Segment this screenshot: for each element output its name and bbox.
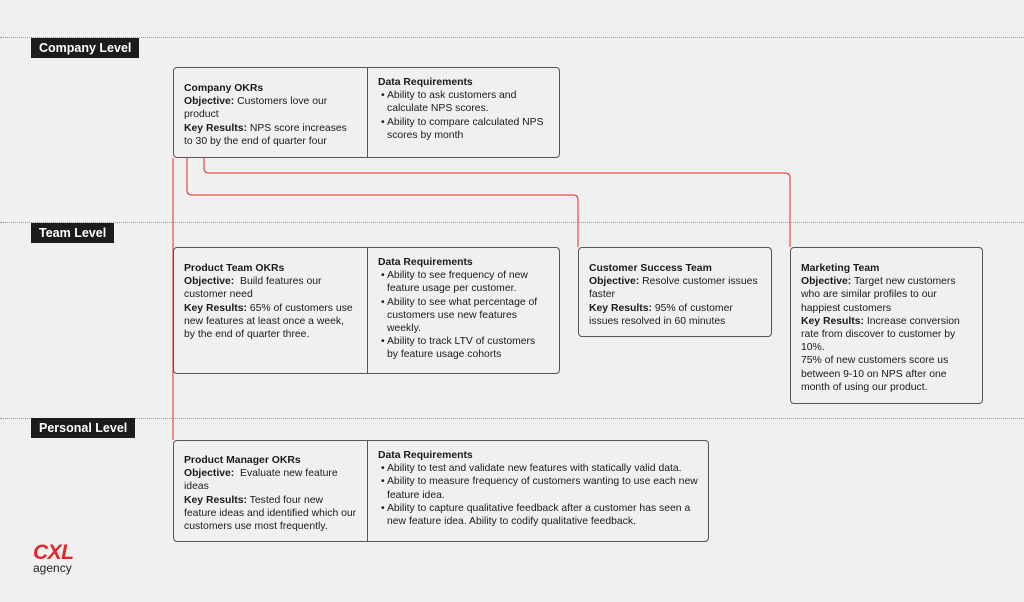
key-results-label: Key Results: xyxy=(801,315,864,327)
logo-subtitle: agency xyxy=(33,561,72,575)
objective-text: Customers love our product xyxy=(184,96,328,121)
connector-company-to-customer-success xyxy=(187,158,578,247)
company-okrs-objective xyxy=(184,95,357,121)
key-results-text: Increase conversion rate from discover to customer by 10%. xyxy=(801,315,960,354)
product-team-key-results xyxy=(184,302,357,342)
key-results-label: Key Results: xyxy=(184,122,247,134)
product-manager-okrs-pane xyxy=(174,441,367,541)
marketing-objective xyxy=(801,275,972,315)
company-level-tag: Company Level xyxy=(31,38,139,58)
objective-text: Evaluate new feature ideas xyxy=(184,468,338,493)
product-manager-data-requirements-pane xyxy=(367,441,708,541)
requirement-item: • Ability to test and validate new features with statically valid data. xyxy=(378,462,698,475)
marketing-team-card xyxy=(790,247,983,404)
customer-success-key-results xyxy=(589,302,761,328)
customer-success-objective xyxy=(589,275,761,301)
objective-label: Objective: xyxy=(184,96,235,108)
company-okrs-title: Company OKRs xyxy=(184,83,264,94)
objective-label: Objective: xyxy=(589,276,640,288)
product-team-okrs-title: Product Team OKRs xyxy=(184,263,285,274)
key-results-text: NPS score increases to 30 by the end of quarter four xyxy=(184,122,347,147)
objective-text: Target new customers who are similar profiles to our happiest customers xyxy=(801,276,956,314)
marketing-key-results xyxy=(801,315,972,355)
requirement-item: • Ability to track LTV of customers by feature usage cohorts xyxy=(378,335,549,361)
requirement-item: • Ability to see what percentage of customers use new features weekly. xyxy=(378,296,549,336)
company-okrs-pane xyxy=(174,68,367,157)
requirement-item: • Ability to compare calculated NPS scores by month xyxy=(378,116,549,142)
product-team-okrs-card xyxy=(173,247,560,374)
company-level-divider xyxy=(0,37,1024,38)
objective-text: Build features our customer need xyxy=(184,276,322,301)
customer-success-team-card xyxy=(578,247,772,337)
requirement-item: • Ability to capture qualitative feedback after a customer has seen a new feature idea. Ability to codify qualitative feedback. xyxy=(378,502,698,528)
key-results-label: Key Results: xyxy=(184,494,247,506)
company-requirements-list xyxy=(378,89,549,142)
product-manager-objective xyxy=(184,467,357,493)
key-results-label: Key Results: xyxy=(589,302,652,314)
marketing-key-results-2: 75% of new customers score us between 9-10 on NPS after one month of using our product. xyxy=(801,355,949,393)
requirement-item: • Ability to ask customers and calculate NPS scores. xyxy=(378,89,549,115)
objective-label: Objective: xyxy=(184,468,235,480)
company-okrs-card xyxy=(173,67,560,158)
team-level-tag: Team Level xyxy=(31,223,114,243)
personal-level-divider xyxy=(0,418,1024,419)
product-team-data-requirements-pane xyxy=(367,248,559,373)
requirement-item: • Ability to see frequency of new feature usage per customer. xyxy=(378,269,549,295)
team-level-divider xyxy=(0,222,1024,223)
key-results-label: Key Results: xyxy=(184,302,247,314)
company-data-requirements-pane xyxy=(367,68,559,157)
product-manager-requirements-list xyxy=(378,462,698,528)
key-results-text: 65% of customers use new features at least once a week, by the end of quarter three. xyxy=(184,302,353,341)
product-manager-key-results xyxy=(184,494,357,534)
data-requirements-title: Data Requirements xyxy=(378,450,473,461)
objective-label: Objective: xyxy=(801,276,852,288)
objective-text: Resolve customer issues faster xyxy=(589,276,758,301)
connector-company-to-marketing xyxy=(204,158,790,247)
data-requirements-title: Data Requirements xyxy=(378,257,473,268)
product-team-okrs-pane xyxy=(174,248,367,373)
key-results-text: Tested four new feature ideas and identified which our customers use most frequently. xyxy=(184,494,357,533)
product-team-requirements-list xyxy=(378,269,549,361)
objective-label: Objective: xyxy=(184,276,235,288)
customer-success-pane xyxy=(579,248,771,336)
logo-brand: CXL xyxy=(33,541,74,564)
product-team-objective xyxy=(184,275,357,301)
product-manager-okrs-title: Product Manager OKRs xyxy=(184,455,301,466)
cxl-agency-logo xyxy=(33,543,74,575)
data-requirements-title: Data Requirements xyxy=(378,77,473,88)
marketing-title: Marketing Team xyxy=(801,263,880,274)
product-manager-okrs-card xyxy=(173,440,709,542)
marketing-pane xyxy=(791,248,982,403)
customer-success-title: Customer Success Team xyxy=(589,263,712,274)
requirement-item: • Ability to measure frequency of customers wanting to use each new feature idea. xyxy=(378,475,698,501)
personal-level-tag: Personal Level xyxy=(31,418,135,438)
key-results-text: 95% of customer issues resolved in 60 minutes xyxy=(589,302,733,327)
company-okrs-key-results xyxy=(184,122,357,148)
